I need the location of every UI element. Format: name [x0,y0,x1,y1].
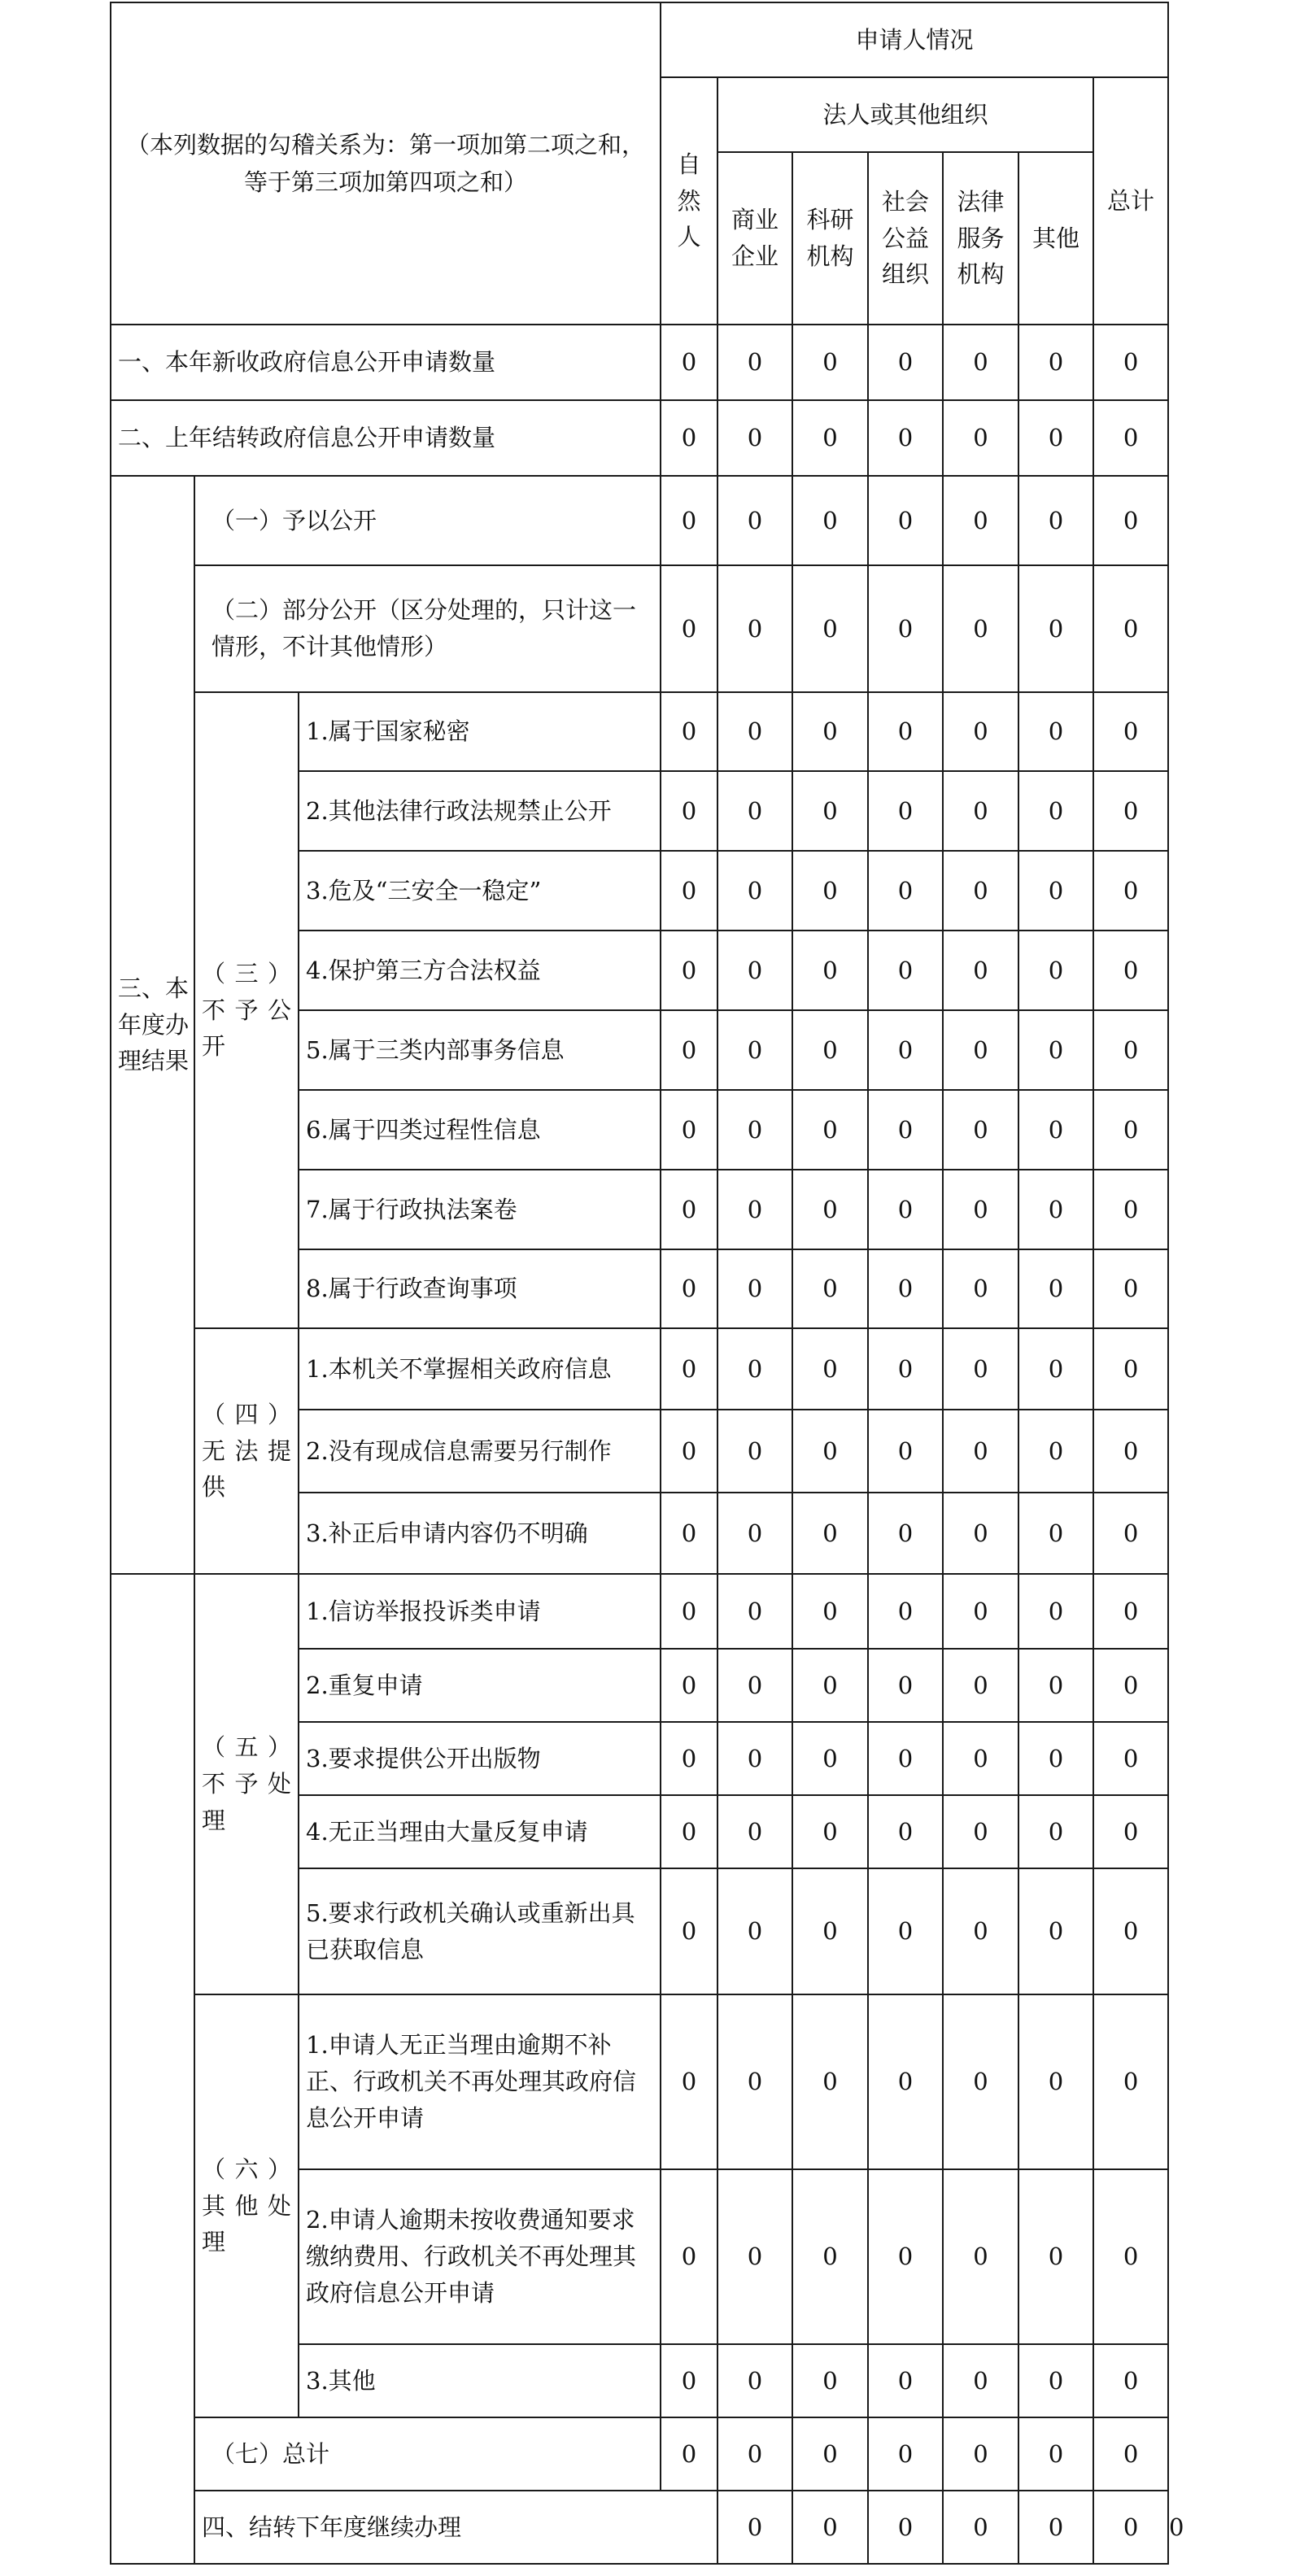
value-cell: 0 [868,400,943,476]
value-cell: 0 [943,851,1018,931]
table-row [111,692,1168,771]
value-cell: 0 [1093,2491,1168,2564]
value-cell: 0 [1093,1868,1168,1994]
value-cell: 0 [1018,1410,1093,1493]
value-cell: 0 [943,1994,1018,2169]
value-cell: 0 [717,2491,792,2564]
value-cell: 0 [1018,2417,1093,2491]
group-5-label: （五）不予处理 [194,1574,299,1994]
value-cell: 0 [943,771,1018,851]
row-label: 6.属于四类过程性信息 [299,1090,661,1170]
value-cell: 0 [792,1868,868,1994]
value-cell: 0 [1093,1722,1168,1795]
value-cell: 0 [717,476,792,565]
group-6-label: （六）其他处理 [194,1994,299,2417]
row-label: 二、上年结转政府信息公开申请数量 [111,400,661,476]
value-cell: 0 [661,771,717,851]
group-4-label: （四）无法提供 [194,1328,299,1574]
value-cell: 0 [717,565,792,692]
value-cell: 0 [1018,1249,1093,1328]
row-label: （七）总计 [194,2417,661,2491]
value-cell: 0 [717,1328,792,1410]
value-cell: 0 [661,851,717,931]
value-cell: 0 [943,1649,1018,1722]
value-cell: 0 [792,692,868,771]
value-cell: 0 [717,1574,792,1649]
value-cell: 0 [661,1574,717,1649]
value-cell: 0 [717,2344,792,2417]
value-cell: 0 [943,1410,1018,1493]
value-cell: 0 [943,692,1018,771]
value-cell: 0 [868,1994,943,2169]
value-cell: 0 [1018,692,1093,771]
section-3-continued [111,1574,194,2564]
value-cell: 0 [792,476,868,565]
value-cell: 0 [1018,2491,1093,2564]
value-cell: 0 [1018,851,1093,931]
value-cell: 0 [792,325,868,400]
value-cell: 0 [943,565,1018,692]
value-cell: 0 [792,2344,868,2417]
table-row [111,325,1168,400]
group-3-label: （三）不予公开 [194,692,299,1328]
value-cell: 0 [792,1090,868,1170]
value-cell: 0 [868,1795,943,1868]
value-cell: 0 [661,1410,717,1493]
value-cell: 0 [1093,1328,1168,1410]
row-label: 1.申请人无正当理由逾期不补正、行政机关不再处理其政府信息公开申请 [299,1994,661,2169]
header-natural-person: 自然人 [661,77,717,325]
value-cell: 0 [943,1868,1018,1994]
value-cell: 0 [792,1795,868,1868]
value-cell: 0 [1018,1795,1093,1868]
value-cell: 0 [661,1170,717,1249]
value-cell: 0 [717,1010,792,1090]
value-cell: 0 [1018,1994,1093,2169]
value-cell: 0 [1093,1410,1168,1493]
value-cell: 0 [943,476,1018,565]
value-cell: 0 [661,1493,717,1574]
value-cell: 0 [1093,325,1168,400]
table-row: 四、结转下年度继续办理 0 0 0 0 0 0 0 [111,2491,1168,2564]
value-cell: 0 [792,565,868,692]
value-cell: 0 [1018,771,1093,851]
header-note: （本列数据的勾稽关系为：第一项加第二项之和，等于第三项加第四项之和） [111,2,661,325]
value-cell: 0 [868,1090,943,1170]
disclosure-stats-table [110,2,1184,2565]
value-cell: 0 [661,2417,717,2491]
value-cell: 0 [1018,1010,1093,1090]
value-cell: 0 [943,2417,1018,2491]
value-cell: 0 [792,1170,868,1249]
table-row [111,2417,1168,2491]
header-total: 总计 [1093,77,1168,325]
value-cell: 0 [943,1722,1018,1795]
value-cell: 0 [717,1410,792,1493]
row-label: 7.属于行政执法案卷 [299,1170,661,1249]
value-cell: 0 [661,565,717,692]
value-cell: 0 [717,771,792,851]
value-cell: 0 [717,1493,792,1574]
row-label: 5.属于三类内部事务信息 [299,1010,661,1090]
value-cell: 0 [868,1328,943,1410]
value-cell: 0 [1018,400,1093,476]
value-cell: 0 [1093,565,1168,692]
value-cell: 0 [868,851,943,931]
row-label: 5.要求行政机关确认或重新出具已获取信息 [299,1868,661,1994]
value-cell: 0 [943,1795,1018,1868]
value-cell: 0 [943,325,1018,400]
value-cell: 0 [661,1994,717,2169]
value-cell: 0 [1093,476,1168,565]
value-cell: 0 [1093,771,1168,851]
value-cell: 0 [943,1249,1018,1328]
value-cell: 0 [792,1249,868,1328]
value-cell: 0 [792,400,868,476]
value-cell: 0 [661,1249,717,1328]
value-cell: 0 [717,851,792,931]
value-cell: 0 [868,2169,943,2344]
row-label: 4.无正当理由大量反复申请 [299,1795,661,1868]
value-cell: 0 [792,1010,868,1090]
value-cell: 0 [717,1090,792,1170]
value-cell: 0 [661,692,717,771]
value-cell: 0 [792,1410,868,1493]
value-cell: 0 [868,2344,943,2417]
value-cell: 0 [868,476,943,565]
value-cell: 0 [717,692,792,771]
row-label: 1.本机关不掌握相关政府信息 [299,1328,661,1410]
value-cell: 0 [717,1994,792,2169]
row-label: 3.要求提供公开出版物 [299,1722,661,1795]
value-cell: 0 [1018,931,1093,1010]
value-cell: 0 [661,2169,717,2344]
value-cell: 0 [717,1249,792,1328]
row-label: 3.危及“三安全一稳定” [299,851,661,931]
table-row [111,1328,1168,1410]
value-cell: 0 [661,1649,717,1722]
value-cell: 0 [792,771,868,851]
value-cell: 0 [1018,1649,1093,1722]
value-cell: 0 [1093,1249,1168,1328]
value-cell: 0 [1018,325,1093,400]
value-cell: 0 [717,1649,792,1722]
row-label: 4.保护第三方合法权益 [299,931,661,1010]
value-cell: 0 [1018,1722,1093,1795]
value-cell: 0 [661,2344,717,2417]
value-cell: 0 [661,476,717,565]
value-cell: 0 [868,1010,943,1090]
value-cell: 0 [868,1722,943,1795]
header-legal-service: 法律服务机构 [943,152,1018,325]
row-label: 四、结转下年度继续办理 [194,2491,717,2564]
value-cell: 0 [1018,2169,1093,2344]
value-cell: 0 [868,2491,943,2564]
value-cell: 0 [661,1090,717,1170]
value-cell: 0 [717,1868,792,1994]
value-cell: 0 [661,1722,717,1795]
row-label: 8.属于行政查询事项 [299,1249,661,1328]
header-social: 社会公益组织 [868,152,943,325]
row-label: 1.属于国家秘密 [299,692,661,771]
row-label: 3.补正后申请内容仍不明确 [299,1493,661,1574]
value-cell: 0 [1093,1994,1168,2169]
value-cell: 0 [868,1493,943,1574]
value-cell: 0 [717,931,792,1010]
value-cell: 0 [717,2169,792,2344]
value-cell: 0 [868,1249,943,1328]
value-cell: 0 [792,1722,868,1795]
value-cell: 0 [792,1493,868,1574]
value-cell: 0 [1093,1170,1168,1249]
row-label: 3.其他 [299,2344,661,2417]
value-cell: 0 [1018,1328,1093,1410]
value-cell: 0 [717,325,792,400]
value-cell: 0 [792,1994,868,2169]
value-cell: 0 [661,400,717,476]
table-row [111,476,1168,565]
row-label: 2.其他法律行政法规禁止公开 [299,771,661,851]
value-cell: 0 [943,1170,1018,1249]
header-commercial: 商业企业 [717,152,792,325]
value-cell: 0 [1018,476,1093,565]
value-cell: 0 [868,931,943,1010]
section-3-label: 三、本年度办理结果 [111,476,194,1574]
value-cell: 0 [792,931,868,1010]
value-cell: 0 [943,1090,1018,1170]
value-cell: 0 [1093,1010,1168,1090]
header-research: 科研机构 [792,152,868,325]
value-cell: 0 [868,2417,943,2491]
value-cell: 0 [868,771,943,851]
value-cell: 0 [868,1868,943,1994]
value-cell: 0 [943,2491,1018,2564]
value-cell: 0 [1093,1574,1168,1649]
value-cell: 0 [1093,1493,1168,1574]
header-other: 其他 [1018,152,1093,325]
value-cell: 0 [661,931,717,1010]
value-cell: 0 [1018,1868,1093,1994]
value-cell: 0 [1093,2344,1168,2417]
value-cell: 0 [943,1574,1018,1649]
value-cell: 0 [717,1795,792,1868]
value-cell: 0 [1093,692,1168,771]
value-cell: 0 [868,1410,943,1493]
value-cell: 0 [868,1574,943,1649]
value-cell: 0 [1093,400,1168,476]
value-cell: 0 [1093,1649,1168,1722]
value-cell: 0 [868,1649,943,1722]
value-cell: 0 [1018,2344,1093,2417]
value-cell: 0 [792,2491,868,2564]
value-cell: 0 [661,1795,717,1868]
value-cell: 0 [1093,851,1168,931]
value-cell: 0 [943,1493,1018,1574]
value-cell: 0 [1093,931,1168,1010]
value-cell: 0 [943,1328,1018,1410]
value-cell: 0 [792,2417,868,2491]
value-cell: 0 [1018,565,1093,692]
value-cell: 0 [868,692,943,771]
row-label: （二）部分公开（区分处理的，只计这一情形，不计其他情形） [194,565,661,692]
value-cell: 0 [868,1170,943,1249]
row-label: 一、本年新收政府信息公开申请数量 [111,325,661,400]
value-cell: 0 [661,1868,717,1994]
value-cell: 0 [943,2169,1018,2344]
value-cell: 0 [792,1574,868,1649]
value-cell: 0 [717,400,792,476]
value-cell: 0 [943,400,1018,476]
table-row [111,1574,1168,1649]
header-legal-group: 法人或其他组织 [717,77,1093,152]
value-cell: 0 [1093,2417,1168,2491]
value-cell: 0 [868,325,943,400]
value-cell: 0 [717,1722,792,1795]
value-cell: 0 [792,1649,868,1722]
value-cell: 0 [717,1170,792,1249]
header-applicant: 申请人情况 [661,2,1168,77]
table-row [111,565,1168,692]
value-cell: 0 [661,1328,717,1410]
value-cell: 0 [1018,1090,1093,1170]
value-cell: 0 [1093,1090,1168,1170]
value-cell: 0 [661,325,717,400]
row-label: 2.重复申请 [299,1649,661,1722]
value-cell: 0 [943,1010,1018,1090]
value-cell: 0 [792,851,868,931]
value-cell: 0 [943,2344,1018,2417]
row-label: 2.申请人逾期未按收费通知要求缴纳费用、行政机关不再处理其政府信息公开申请 [299,2169,661,2344]
row-label: 2.没有现成信息需要另行制作 [299,1410,661,1493]
row-label: （一）予以公开 [194,476,661,565]
value-cell: 0 [943,931,1018,1010]
value-cell: 0 [1093,1795,1168,1868]
value-cell: 0 [792,2169,868,2344]
value-cell: 0 [1018,1170,1093,1249]
value-cell: 0 [661,1010,717,1090]
value-cell: 0 [792,1328,868,1410]
value-cell: 0 [1093,2169,1168,2344]
value-cell: 0 [1018,1574,1093,1649]
row-label: 1.信访举报投诉类申请 [299,1574,661,1649]
value-cell: 0 [717,2417,792,2491]
table-row [111,1994,1168,2169]
table-row [111,400,1168,476]
value-cell: 0 [868,565,943,692]
value-cell: 0 [1018,1493,1093,1574]
